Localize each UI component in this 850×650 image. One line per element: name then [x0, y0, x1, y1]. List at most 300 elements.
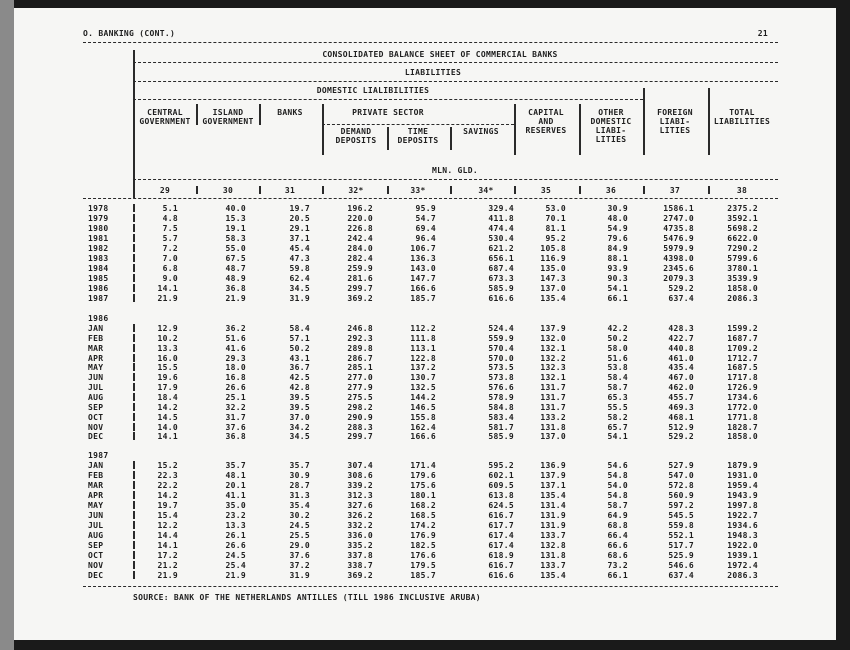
annual-cell: 90.3 [607, 274, 628, 283]
column-header: TIME DEPOSITS [397, 127, 439, 145]
month-1987-cell: 527.9 [668, 461, 694, 470]
column-separator [514, 104, 516, 155]
annual-cell: 7.0 [162, 254, 178, 263]
month-1986-cell: 585.9 [488, 432, 514, 442]
annual-cell: 147.7 [410, 274, 436, 283]
annual-cell: 21.9 [225, 294, 246, 303]
annual-cell: 14.1 [157, 284, 178, 293]
month-1987-cell: 547.0 [668, 471, 694, 480]
annual-cell: 474.4 [488, 224, 514, 233]
annual-cell: 226.8 [347, 224, 373, 233]
month-1987-cell: 135.4 [540, 491, 566, 500]
month-1986-cell: 51.6 [607, 353, 628, 363]
month-1987-cell: 616.6 [488, 571, 514, 580]
month-1987-cell: 48.1 [225, 471, 246, 480]
row-label: DEC [88, 432, 104, 442]
month-1986-cell: 290.9 [347, 412, 373, 422]
month-1986-cell: 51.6 [225, 333, 246, 343]
month-1986-cell: 10.2 [157, 333, 178, 343]
month-1986-cell: 18.0 [225, 363, 246, 373]
month-1987-cell: 326.2 [347, 511, 373, 520]
month-1986-cell: 39.5 [289, 402, 310, 412]
month-1987-cell: 1934.6 [727, 521, 758, 530]
annual-cell: 48.7 [225, 264, 246, 273]
month-1986-cell: 131.7 [540, 402, 566, 412]
annual-cell: 37.1 [289, 234, 310, 243]
column-separator [708, 186, 710, 194]
annual-cell: 5.7 [162, 234, 178, 243]
column-separator [450, 186, 452, 194]
annual-cell: 95.9 [415, 204, 436, 213]
month-1986-cell: 131.7 [540, 392, 566, 402]
month-1987-cell: 137.9 [540, 471, 566, 480]
column-separator [133, 571, 135, 579]
annual-cell: 47.3 [289, 254, 310, 263]
column-header: CAPITAL AND RESERVES [525, 108, 567, 135]
column-separator [133, 481, 135, 489]
month-1986-cell: 43.1 [289, 353, 310, 363]
annual-cell: 329.4 [488, 204, 514, 213]
month-1987-cell: 637.4 [668, 571, 694, 580]
column-separator [133, 541, 135, 549]
month-1986-cell: 524.4 [488, 324, 514, 333]
month-1987-cell: 26.1 [225, 531, 246, 540]
month-1986-cell: 14.0 [157, 422, 178, 432]
month-1986-cell: 570.4 [488, 343, 514, 353]
annual-cell: 21.9 [157, 294, 178, 303]
column-header: SAVINGS [463, 127, 499, 136]
month-1987-cell: 54.8 [607, 491, 628, 500]
row-label: 1978 [88, 204, 109, 213]
month-1986-cell: 36.2 [225, 324, 246, 333]
annual-cell: 5698.2 [727, 224, 758, 233]
month-1987-cell: 602.1 [488, 471, 514, 480]
row-label: JUN [88, 373, 104, 383]
annual-cell: 15.3 [225, 214, 246, 223]
annual-cell: 19.1 [225, 224, 246, 233]
annual-cell: 55.0 [225, 244, 246, 253]
annual-cell: 585.9 [488, 284, 514, 293]
month-1987-cell: 179.6 [410, 471, 436, 480]
column-separator [133, 471, 135, 479]
column-separator [387, 127, 389, 150]
row-label: MAY [88, 363, 104, 373]
month-1987-cell: 31.9 [289, 571, 310, 580]
month-1986-cell: 578.9 [488, 392, 514, 402]
month-1987-cell: 13.3 [225, 521, 246, 530]
annual-cell: 36.8 [225, 284, 246, 293]
annual-cell: 105.8 [540, 244, 566, 253]
annual-cell: 30.9 [607, 204, 628, 213]
column-separator [643, 186, 645, 194]
annual-cell: 54.9 [607, 224, 628, 233]
month-1987-cell: 68.8 [607, 521, 628, 530]
column-separator [196, 186, 198, 194]
month-1987-cell: 133.7 [540, 531, 566, 540]
month-1987-cell: 308.6 [347, 471, 373, 480]
column-number: 32* [348, 186, 364, 195]
month-1986-cell: 132.5 [410, 383, 436, 393]
month-1987-cell: 369.2 [347, 571, 373, 580]
column-header: DEMAND DEPOSITS [335, 127, 377, 145]
month-1987-cell: 618.9 [488, 551, 514, 560]
month-1987-cell: 171.4 [410, 461, 436, 470]
annual-cell: 2345.6 [663, 264, 694, 273]
month-1987-cell: 132.8 [540, 541, 566, 550]
month-1987-cell: 37.2 [289, 561, 310, 570]
annual-cell: 20.5 [289, 214, 310, 223]
row-label: 1984 [88, 264, 109, 273]
column-separator [133, 224, 135, 232]
unit-label: MLN. GLD. [431, 166, 479, 175]
month-1987-cell: 185.7 [410, 571, 436, 580]
column-number: 37 [669, 186, 681, 195]
column-number: 29 [159, 186, 171, 195]
month-1986-cell: 286.7 [347, 353, 373, 363]
column-separator [514, 186, 516, 194]
month-1987-cell: 21.9 [225, 571, 246, 580]
row-label: 1983 [88, 254, 109, 263]
column-number: 38 [736, 186, 748, 195]
month-1986-cell: 573.8 [488, 373, 514, 383]
month-1987-cell: 336.0 [347, 531, 373, 540]
month-1986-cell: 29.3 [225, 353, 246, 363]
month-1986-cell: 137.0 [540, 432, 566, 442]
annual-cell: 5.1 [162, 204, 178, 213]
month-1986-cell: 246.8 [347, 324, 373, 333]
column-separator [133, 214, 135, 222]
annual-cell: 136.3 [410, 254, 436, 263]
column-separator [133, 363, 135, 371]
annual-cell: 411.8 [488, 214, 514, 223]
column-separator [133, 521, 135, 529]
column-separator [133, 461, 135, 469]
column-number: 36 [605, 186, 617, 195]
month-1987-cell: 624.5 [488, 501, 514, 510]
month-1987-cell: 613.8 [488, 491, 514, 500]
column-separator [133, 531, 135, 539]
month-1987-cell: 339.2 [347, 481, 373, 490]
row-label: MAR [88, 343, 104, 353]
month-1986-cell: 14.5 [157, 412, 178, 422]
month-1987-cell: 17.2 [157, 551, 178, 560]
month-1987-cell: 180.1 [410, 491, 436, 500]
annual-cell: 2375.2 [727, 204, 758, 213]
month-1986-cell: 292.3 [347, 333, 373, 343]
annual-cell: 9.0 [162, 274, 178, 283]
annual-cell: 5979.9 [663, 244, 694, 253]
month-1987-cell: 14.4 [157, 531, 178, 540]
month-1987-cell: 35.7 [225, 461, 246, 470]
annual-cell: 79.6 [607, 234, 628, 243]
month-1986-cell: 54.1 [607, 432, 628, 442]
month-1987-cell: 168.2 [410, 501, 436, 510]
month-1987-cell: 66.4 [607, 531, 628, 540]
month-1986-cell: 132.2 [540, 353, 566, 363]
year-label: 1987 [88, 451, 109, 460]
month-1987-cell: 21.2 [157, 561, 178, 570]
column-separator [643, 88, 645, 104]
column-separator [133, 264, 135, 272]
month-1987-cell: 168.5 [410, 511, 436, 520]
month-1987-cell: 35.7 [289, 461, 310, 470]
month-1986-cell: 58.7 [607, 383, 628, 393]
month-1987-cell: 25.5 [289, 531, 310, 540]
dashed-rule [83, 198, 778, 199]
month-1986-cell: 146.5 [410, 402, 436, 412]
month-1987-cell: 14.2 [157, 491, 178, 500]
dashed-rule [133, 81, 778, 82]
column-header: OTHER DOMESTIC LIABI- LITIES [590, 108, 632, 144]
annual-cell: 687.4 [488, 264, 514, 273]
column-number: 31 [284, 186, 296, 195]
annual-cell: 621.2 [488, 244, 514, 253]
annual-cell: 6622.0 [727, 234, 758, 243]
column-number: 34* [478, 186, 494, 195]
column-separator [133, 50, 135, 198]
month-1986-cell: 53.8 [607, 363, 628, 373]
annual-cell: 54.1 [607, 284, 628, 293]
row-label: 1981 [88, 234, 109, 243]
month-1986-cell: 298.2 [347, 402, 373, 412]
group-heading: LIABILITIES [404, 68, 462, 77]
month-1987-cell: 1922.7 [727, 511, 758, 520]
column-separator [322, 186, 324, 194]
dashed-rule [133, 99, 643, 100]
month-1986-cell: 435.4 [668, 363, 694, 373]
month-1986-cell: 55.5 [607, 402, 628, 412]
section-title: O. BANKING (CONT.) [83, 29, 176, 38]
month-1986-cell: 34.2 [289, 422, 310, 432]
annual-cell: 4.8 [162, 214, 178, 223]
month-1986-cell: 13.3 [157, 343, 178, 353]
column-separator [133, 491, 135, 499]
month-1987-cell: 15.2 [157, 461, 178, 470]
annual-cell: 5799.6 [727, 254, 758, 263]
month-1986-cell: 34.5 [289, 432, 310, 442]
month-1986-cell: 122.8 [410, 353, 436, 363]
month-1987-cell: 133.7 [540, 561, 566, 570]
annual-cell: 135.0 [540, 264, 566, 273]
row-label: JUL [88, 521, 104, 530]
month-1986-cell: 428.3 [668, 324, 694, 333]
column-separator [133, 274, 135, 282]
month-1986-cell: 36.7 [289, 363, 310, 373]
month-1986-cell: 1726.9 [727, 383, 758, 393]
scan-edge [0, 0, 14, 650]
month-1986-cell: 440.8 [668, 343, 694, 353]
row-label: JUL [88, 383, 104, 393]
table-title: CONSOLIDATED BALANCE SHEET OF COMMERCIAL BANKS [322, 50, 558, 59]
month-1987-cell: 307.4 [347, 461, 373, 470]
annual-cell: 369.2 [347, 294, 373, 303]
private-sector-heading: PRIVATE SECTOR [352, 108, 424, 117]
row-label: 1979 [88, 214, 109, 223]
month-1986-cell: 12.9 [157, 324, 178, 333]
annual-cell: 147.3 [540, 274, 566, 283]
month-1987-cell: 546.6 [668, 561, 694, 570]
month-1987-cell: 20.1 [225, 481, 246, 490]
month-1987-cell: 617.4 [488, 541, 514, 550]
month-1987-cell: 14.1 [157, 541, 178, 550]
column-separator [133, 204, 135, 212]
month-1987-cell: 35.4 [289, 501, 310, 510]
column-separator [322, 104, 324, 155]
annual-cell: 4398.0 [663, 254, 694, 263]
month-1986-cell: 277.0 [347, 373, 373, 383]
month-1987-cell: 179.5 [410, 561, 436, 570]
annual-cell: 31.9 [289, 294, 310, 303]
annual-cell: 96.4 [415, 234, 436, 243]
month-1986-cell: 65.3 [607, 392, 628, 402]
month-1987-cell: 24.5 [225, 551, 246, 560]
month-1987-cell: 2086.3 [727, 571, 758, 580]
annual-cell: 6.8 [162, 264, 178, 273]
annual-cell: 66.1 [607, 294, 628, 303]
month-1987-cell: 597.2 [668, 501, 694, 510]
month-1986-cell: 584.8 [488, 402, 514, 412]
annual-cell: 2086.3 [727, 294, 758, 303]
annual-cell: 1586.1 [663, 204, 694, 213]
month-1986-cell: 14.2 [157, 402, 178, 412]
month-1986-cell: 1599.2 [727, 324, 758, 333]
column-number: 30 [222, 186, 234, 195]
month-1986-cell: 17.9 [157, 383, 178, 393]
month-1986-cell: 462.0 [668, 383, 694, 393]
annual-cell: 7.2 [162, 244, 178, 253]
month-1987-cell: 37.6 [289, 551, 310, 560]
month-1987-cell: 136.9 [540, 461, 566, 470]
month-1987-cell: 552.1 [668, 531, 694, 540]
month-1987-cell: 131.9 [540, 511, 566, 520]
month-1986-cell: 36.8 [225, 432, 246, 442]
month-1986-cell: 162.4 [410, 422, 436, 432]
column-separator [133, 344, 135, 352]
month-1986-cell: 570.0 [488, 353, 514, 363]
column-separator [133, 383, 135, 391]
month-1986-cell: 455.7 [668, 392, 694, 402]
month-1987-cell: 1948.3 [727, 531, 758, 540]
row-label: AUG [88, 392, 104, 402]
month-1987-cell: 1939.1 [727, 551, 758, 560]
row-label: DEC [88, 571, 104, 580]
month-1987-cell: 137.1 [540, 481, 566, 490]
row-label: MAY [88, 501, 104, 510]
annual-cell: 259.9 [347, 264, 373, 273]
month-1986-cell: 512.9 [668, 422, 694, 432]
row-label: APR [88, 353, 104, 363]
column-separator [133, 423, 135, 431]
month-1987-cell: 23.2 [225, 511, 246, 520]
document-page [14, 8, 836, 640]
month-1986-cell: 1858.0 [727, 432, 758, 442]
month-1986-cell: 285.1 [347, 363, 373, 373]
source-note: SOURCE: BANK OF THE NETHERLANDS ANTILLES (TILL 1986 INCLUSIVE ARUBA) [133, 593, 481, 602]
annual-cell: 282.4 [347, 254, 373, 263]
month-1987-cell: 1931.0 [727, 471, 758, 480]
dashed-rule [83, 42, 778, 43]
month-1986-cell: 112.2 [410, 324, 436, 333]
annual-cell: 48.9 [225, 274, 246, 283]
row-label: FEB [88, 333, 104, 343]
row-label: OCT [88, 412, 104, 422]
month-1987-cell: 54.8 [607, 471, 628, 480]
column-header: TOTAL LIABILITIES [713, 108, 771, 126]
month-1987-cell: 21.9 [157, 571, 178, 580]
annual-cell: 166.6 [410, 284, 436, 293]
month-1987-cell: 30.2 [289, 511, 310, 520]
annual-cell: 196.2 [347, 204, 373, 213]
month-1987-cell: 1922.0 [727, 541, 758, 550]
annual-cell: 59.8 [289, 264, 310, 273]
column-number: 33* [410, 186, 426, 195]
month-1987-cell: 559.8 [668, 521, 694, 530]
month-1987-cell: 66.1 [607, 571, 628, 580]
column-header: BANKS [277, 108, 303, 117]
annual-cell: 116.9 [540, 254, 566, 263]
column-separator [643, 104, 645, 155]
month-1987-cell: 332.2 [347, 521, 373, 530]
column-separator [133, 244, 135, 252]
column-separator [133, 403, 135, 411]
month-1986-cell: 583.4 [488, 412, 514, 422]
row-label: JAN [88, 461, 104, 470]
month-1987-cell: 25.4 [225, 561, 246, 570]
month-1987-cell: 176.6 [410, 551, 436, 560]
column-separator [133, 501, 135, 509]
annual-cell: 29.1 [289, 224, 310, 233]
annual-cell: 530.4 [488, 234, 514, 243]
page-number: 21 [757, 29, 768, 38]
month-1986-cell: 469.3 [668, 402, 694, 412]
month-1987-cell: 1997.8 [727, 501, 758, 510]
month-1987-cell: 15.4 [157, 511, 178, 520]
annual-cell: 185.7 [410, 294, 436, 303]
annual-cell: 7290.2 [727, 244, 758, 253]
month-1986-cell: 19.6 [157, 373, 178, 383]
month-1986-cell: 18.4 [157, 392, 178, 402]
month-1986-cell: 58.4 [289, 324, 310, 333]
month-1987-cell: 525.9 [668, 551, 694, 560]
row-label: NOV [88, 561, 104, 570]
month-1987-cell: 64.9 [607, 511, 628, 520]
annual-cell: 242.4 [347, 234, 373, 243]
column-number: 35 [540, 186, 552, 195]
annual-cell: 656.1 [488, 254, 514, 263]
row-label: SEP [88, 402, 104, 412]
year-label: 1986 [88, 314, 109, 323]
column-separator [259, 104, 261, 125]
annual-cell: 106.7 [410, 244, 436, 253]
annual-cell: 62.4 [289, 274, 310, 283]
month-1987-cell: 58.7 [607, 501, 628, 510]
month-1986-cell: 25.1 [225, 392, 246, 402]
month-1986-cell: 461.0 [668, 353, 694, 363]
month-1986-cell: 559.9 [488, 333, 514, 343]
month-1987-cell: 28.7 [289, 481, 310, 490]
annual-cell: 67.5 [225, 254, 246, 263]
annual-cell: 19.7 [289, 204, 310, 213]
month-1987-cell: 312.3 [347, 491, 373, 500]
month-1986-cell: 581.7 [488, 422, 514, 432]
column-separator [133, 561, 135, 569]
month-1986-cell: 131.7 [540, 383, 566, 393]
month-1986-cell: 132.0 [540, 333, 566, 343]
dashed-rule [83, 586, 778, 587]
dashed-rule [133, 179, 778, 180]
column-separator [450, 127, 452, 150]
month-1986-cell: 288.3 [347, 422, 373, 432]
